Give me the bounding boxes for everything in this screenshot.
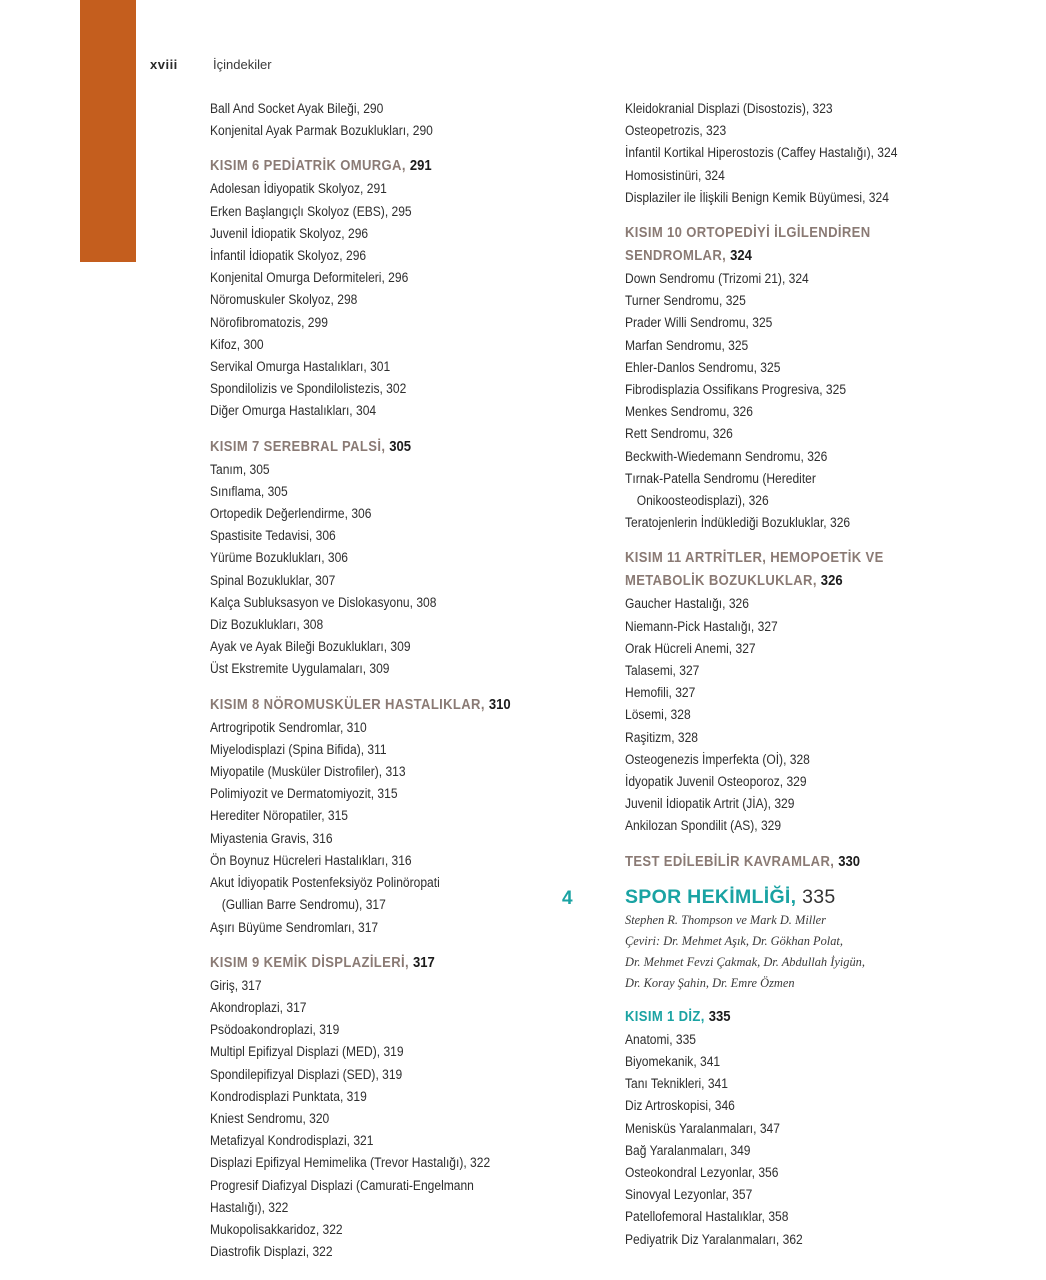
toc-entry[interactable]: Ortopedik Değerlendirme, 306 xyxy=(210,506,372,522)
toc-section-heading[interactable] xyxy=(210,436,552,459)
toc-section-heading[interactable] xyxy=(625,851,967,874)
toc-entry[interactable]: Konjenital Ayak Parmak Bozuklukları, 290 xyxy=(210,123,433,139)
section-page: 317 xyxy=(412,954,435,971)
toc-entry[interactable]: Diz Bozuklukları, 308 xyxy=(210,617,324,633)
toc-entry[interactable]: Displazi Epifizyal Hemimelika (Trevor Hastalığı), 322 xyxy=(210,1155,491,1171)
toc-entry[interactable]: Erken Başlangıçlı Skolyoz (EBS), 295 xyxy=(210,203,412,219)
toc-entry[interactable]: Prader Willi Sendromu, 325 xyxy=(625,315,773,331)
toc-entry[interactable]: Patellofemoral Hastalıklar, 358 xyxy=(625,1209,789,1225)
toc-entry[interactable]: Ankilozan Spondilit (AS), 329 xyxy=(625,818,782,834)
toc-entry[interactable]: Lösemi, 328 xyxy=(625,707,691,723)
section-title: KISIM 6 PEDİATRİK OMURGA, xyxy=(210,158,406,175)
toc-entry[interactable]: (Gullian Barre Sendromu), 317 xyxy=(221,897,386,913)
toc-entry[interactable]: Herediter Nöropatiler, 315 xyxy=(210,808,349,824)
chapter-authors: Stephen R. Thompson ve Mark D. Miller xyxy=(625,912,826,927)
toc-left-column xyxy=(210,98,590,1263)
toc-entry[interactable]: Osteokondral Lezyonlar, 356 xyxy=(625,1164,779,1180)
section-title: KISIM 1 DİZ, xyxy=(625,1008,705,1025)
chapter-number: 4 xyxy=(562,887,573,909)
section-page: 305 xyxy=(389,438,412,455)
toc-entry[interactable]: Üst Ekstremite Uygulamaları, 309 xyxy=(210,661,390,677)
chapter-authors: Çeviri: Dr. Mehmet Aşık, Dr. Gökhan Polat, xyxy=(625,933,843,948)
toc-entry[interactable]: Homosistinüri, 324 xyxy=(625,167,725,183)
toc-section-heading[interactable] xyxy=(210,694,552,717)
toc-entry[interactable]: Aşırı Büyüme Sendromları, 317 xyxy=(210,919,379,935)
toc-entry[interactable]: Giriş, 317 xyxy=(210,977,262,993)
toc-entry[interactable]: Tanım, 305 xyxy=(210,461,270,477)
section-title: KISIM 10 ORTOPEDİYİ İLGİLENDİREN xyxy=(625,225,871,242)
toc-entry[interactable]: Teratojenlerin İndüklediği Bozukluklar, 326 xyxy=(625,515,851,531)
toc-entry[interactable]: Juvenil İdiopatik Artrit (JİA), 329 xyxy=(625,796,795,812)
section-title: METABOLİK BOZUKLUKLAR, xyxy=(625,573,817,590)
chapter-color-tab xyxy=(80,0,136,262)
toc-entry[interactable]: Pediyatrik Diz Yaralanmaları, 362 xyxy=(625,1231,803,1247)
toc-entry[interactable]: Niemann-Pick Hastalığı, 327 xyxy=(625,618,778,634)
section-page: 324 xyxy=(730,248,752,265)
section-page: 326 xyxy=(820,573,843,590)
toc-entry[interactable]: Biyomekanik, 341 xyxy=(625,1053,721,1069)
toc-section-heading[interactable] xyxy=(210,952,552,975)
toc-section-heading[interactable] xyxy=(625,1006,967,1029)
toc-right-column xyxy=(562,98,1005,1251)
toc-section-heading[interactable] xyxy=(625,222,967,245)
toc-entry[interactable]: Konjenital Omurga Deformiteleri, 296 xyxy=(210,270,409,286)
toc-entry[interactable]: Diastrofik Displazi, 322 xyxy=(210,1244,333,1260)
section-page: 330 xyxy=(838,853,860,870)
section-title: TEST EDİLEBİLİR KAVRAMLAR, xyxy=(625,853,835,870)
toc-entry[interactable]: Ön Boynuz Hücreleri Hastalıkları, 316 xyxy=(210,852,412,868)
toc-entry[interactable]: Sinovyal Lezyonlar, 357 xyxy=(625,1187,753,1203)
toc-entry[interactable]: Miyopatile (Musküler Distrofiler), 313 xyxy=(210,764,406,780)
toc-entry[interactable]: Polimiyozit ve Dermatomiyozit, 315 xyxy=(210,786,398,802)
toc-entry[interactable]: Kniest Sendromu, 320 xyxy=(210,1110,330,1126)
chapter-title-text: SPOR HEKİMLİĞİ, xyxy=(625,885,797,908)
toc-entry[interactable]: Metafizyal Kondrodisplazi, 321 xyxy=(210,1133,374,1149)
section-title: KISIM 11 ARTRİTLER, HEMOPOETİK VE xyxy=(625,550,884,567)
toc-entry[interactable]: Fibrodisplazia Ossifikans Progresiva, 325 xyxy=(625,382,847,398)
toc-entry[interactable]: Psödoakondroplazi, 319 xyxy=(210,1022,340,1038)
toc-chapter[interactable] xyxy=(562,885,1005,909)
toc-entry[interactable]: Kalça Subluksasyon ve Dislokasyonu, 308 xyxy=(210,594,437,610)
toc-entry[interactable]: Spastisite Tedavisi, 306 xyxy=(210,528,336,544)
toc-entry[interactable]: Kifoz, 300 xyxy=(210,336,264,352)
toc-entry[interactable]: İnfantil Kortikal Hiperostozis (Caffey Hastalığı), 324 xyxy=(625,145,898,161)
toc-entry[interactable]: Rett Sendromu, 326 xyxy=(625,426,733,442)
toc-entry[interactable]: Osteopetrozis, 323 xyxy=(625,123,727,139)
toc-entry[interactable]: Ehler-Danlos Sendromu, 325 xyxy=(625,359,781,375)
chapter-title xyxy=(625,886,1005,909)
toc-entry[interactable]: Nöromuskuler Skolyoz, 298 xyxy=(210,292,358,308)
section-page: 310 xyxy=(488,696,511,713)
toc-entry[interactable]: İdyopatik Juvenil Osteoporoz, 329 xyxy=(625,774,807,790)
toc-entry[interactable]: Marfan Sendromu, 325 xyxy=(625,337,749,353)
toc-entry[interactable]: Displaziler ile İlişkili Benign Kemik Büyümesi, 324 xyxy=(625,189,889,205)
toc-entry[interactable]: Spondilepifizyal Displazi (SED), 319 xyxy=(210,1066,403,1082)
toc-entry[interactable]: Adolesan İdiyopatik Skolyoz, 291 xyxy=(210,181,387,197)
toc-entry[interactable]: Osteogenezis İmperfekta (Oİ), 328 xyxy=(625,751,810,767)
section-page: 291 xyxy=(409,158,432,175)
toc-entry[interactable]: Down Sendromu (Trizomi 21), 324 xyxy=(625,271,809,287)
toc-entry[interactable]: Hemofili, 327 xyxy=(625,685,696,701)
toc-entry[interactable]: Nörofibromatozis, 299 xyxy=(210,314,328,330)
toc-entry[interactable]: Mukopolisakkaridoz, 322 xyxy=(210,1221,343,1237)
section-title: KISIM 8 NÖROMUSKÜLER HASTALIKLAR, xyxy=(210,696,485,713)
chapter-authors: Dr. Mehmet Fevzi Çakmak, Dr. Abdullah İyigün, xyxy=(625,954,865,969)
toc-entry[interactable]: Diz Artroskopisi, 346 xyxy=(625,1098,735,1114)
chapter-authors: Dr. Koray Şahin, Dr. Emre Özmen xyxy=(625,975,795,990)
toc-entry[interactable]: Beckwith-Wiedemann Sendromu, 326 xyxy=(625,448,828,464)
toc-section-heading[interactable] xyxy=(625,570,967,593)
toc-section-heading[interactable] xyxy=(625,547,967,570)
toc-entry[interactable]: Ayak ve Ayak Bileği Bozuklukları, 309 xyxy=(210,639,411,655)
toc-entry[interactable]: Menisküs Yaralanmaları, 347 xyxy=(625,1120,780,1136)
toc-entry[interactable]: Orak Hücreli Anemi, 327 xyxy=(625,640,756,656)
toc-entry[interactable]: Diğer Omurga Hastalıkları, 304 xyxy=(210,403,377,419)
toc-entry[interactable]: Kleidokranial Displazi (Disostozis), 323 xyxy=(625,101,833,116)
toc-entry[interactable]: Miyastenia Gravis, 316 xyxy=(210,830,333,846)
toc-entry[interactable]: Menkes Sendromu, 326 xyxy=(625,404,753,420)
toc-entry[interactable]: Talasemi, 327 xyxy=(625,663,700,679)
toc-entry[interactable]: Bağ Yaralanmaları, 349 xyxy=(625,1142,751,1158)
toc-entry[interactable]: Onikoosteodisplazi), 326 xyxy=(636,493,769,509)
toc-entry[interactable]: Akondroplazi, 317 xyxy=(210,999,307,1015)
toc-entry[interactable]: Servikal Omurga Hastalıkları, 301 xyxy=(210,359,391,375)
section-title: KISIM 7 SEREBRAL PALSİ, xyxy=(210,438,386,455)
toc-entry[interactable]: İnfantil İdiopatik Skolyoz, 296 xyxy=(210,248,367,264)
toc-entry[interactable]: Tanı Teknikleri, 341 xyxy=(625,1076,728,1092)
toc-section-heading[interactable] xyxy=(625,245,967,268)
toc-entry[interactable]: Kondrodisplazi Punktata, 319 xyxy=(210,1088,367,1104)
toc-entry[interactable]: Tırnak-Patella Sendromu (Herediter xyxy=(625,470,816,486)
toc-entry[interactable]: Miyelodisplazi (Spina Bifida), 311 xyxy=(210,741,387,757)
section-title: SENDROMLAR, xyxy=(625,248,727,265)
toc-entry[interactable]: Hastalığı), 322 xyxy=(210,1199,289,1215)
toc-entry[interactable]: Akut İdiyopatik Postenfeksiyöz Polinöropati xyxy=(210,875,440,891)
toc-entry[interactable]: Gaucher Hastalığı, 326 xyxy=(625,596,749,612)
toc-entry[interactable]: Turner Sendromu, 325 xyxy=(625,293,746,309)
toc-entry[interactable]: Anatomi, 335 xyxy=(625,1031,697,1047)
toc-entry[interactable]: Multipl Epifizyal Displazi (MED), 319 xyxy=(210,1044,404,1060)
toc-entry[interactable]: Progresif Diafizyal Displazi (Camurati-Engelmann xyxy=(210,1177,474,1193)
toc-entry[interactable]: Artrogripotik Sendromlar, 310 xyxy=(210,719,367,735)
running-header: İçindekiler xyxy=(213,57,272,72)
toc-entry[interactable]: Yürüme Bozuklukları, 306 xyxy=(210,550,348,566)
toc-entry[interactable]: Sınıflama, 305 xyxy=(210,483,288,499)
section-page: 335 xyxy=(708,1008,731,1025)
toc-entry[interactable]: Spinal Bozukluklar, 307 xyxy=(210,572,336,588)
page-number: xviii xyxy=(150,57,178,72)
toc-entry[interactable]: Juvenil İdiopatik Skolyoz, 296 xyxy=(210,225,369,241)
section-title: KISIM 9 KEMİK DİSPLAZİLERİ, xyxy=(210,954,409,971)
toc-entry[interactable]: Ball And Socket Ayak Bileği, 290 xyxy=(210,101,384,116)
chapter-page: 335 xyxy=(802,885,836,908)
toc-entry[interactable]: Spondilolizis ve Spondilolistezis, 302 xyxy=(210,381,407,397)
toc-section-heading[interactable] xyxy=(210,155,552,178)
toc-entry[interactable]: Raşitizm, 328 xyxy=(625,729,699,745)
